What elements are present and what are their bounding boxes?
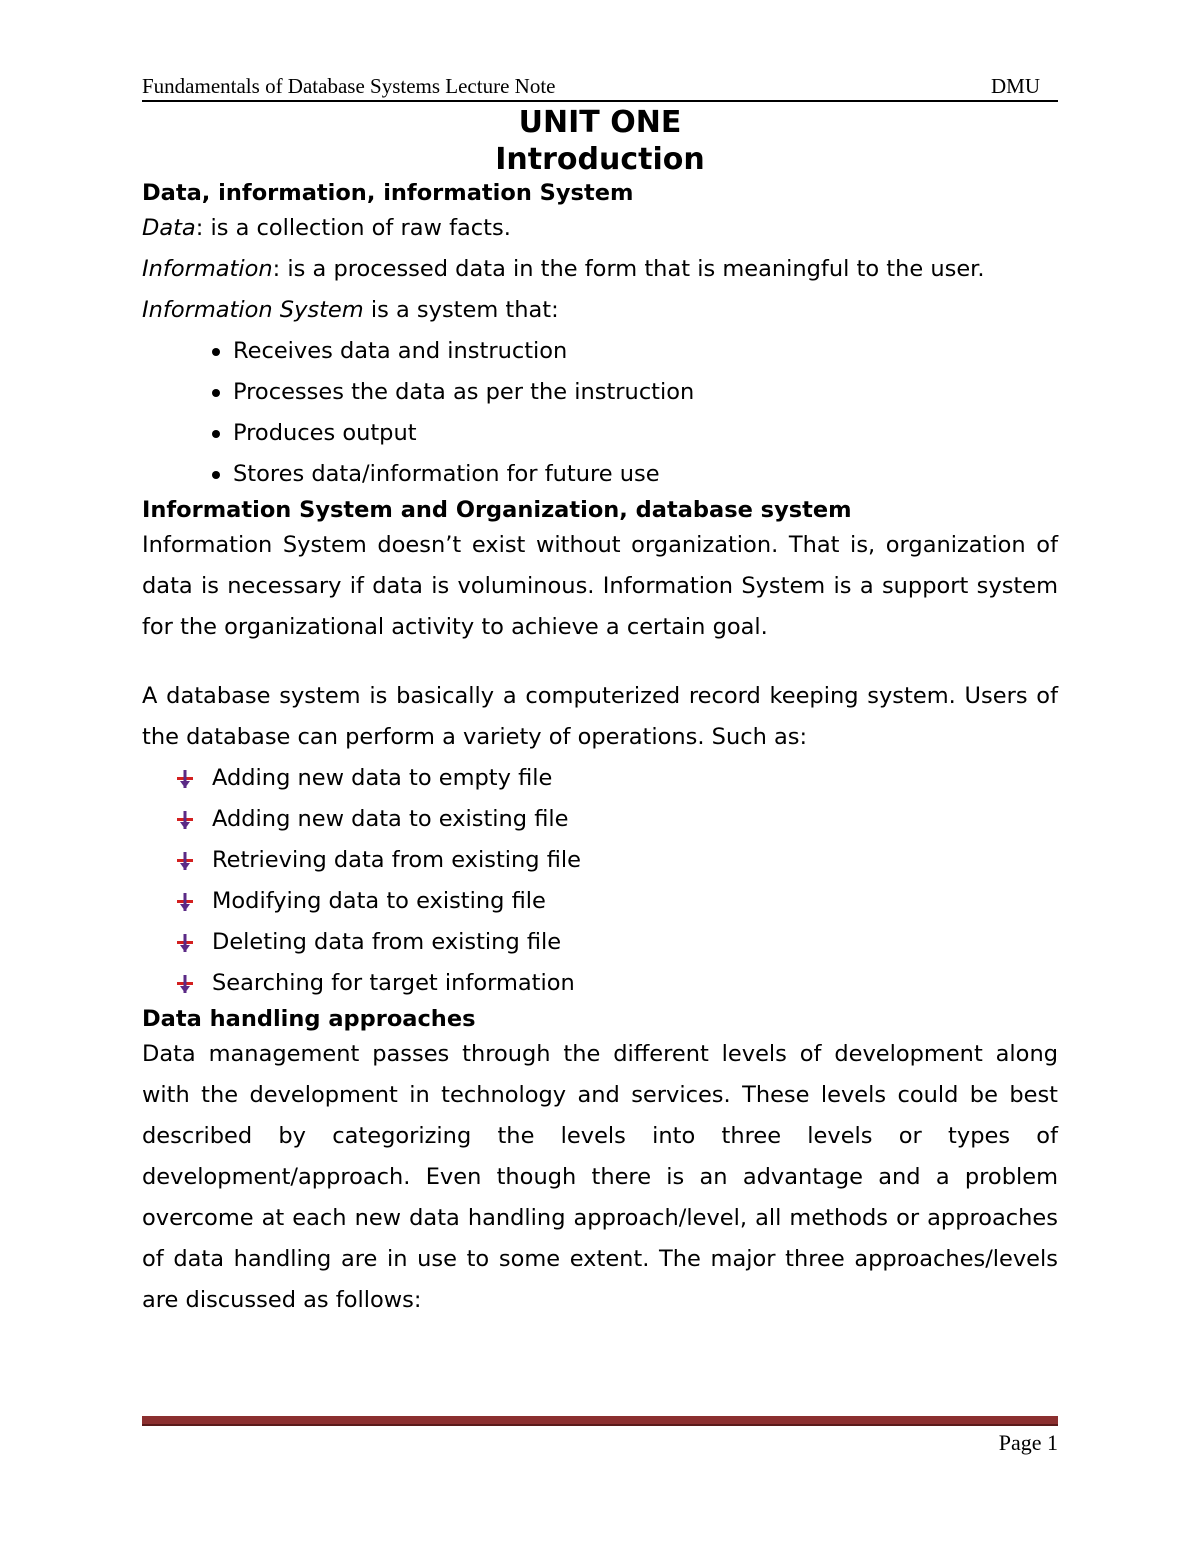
- list-item-text: Modifying data to existing file: [212, 888, 546, 914]
- arrow-down-bullet-icon: [176, 933, 194, 953]
- list-item: [142, 454, 1058, 495]
- list-item-text: Retrieving data from existing file: [212, 847, 582, 873]
- arrow-down-bullet-icon: [176, 851, 194, 871]
- term-information-system: Information System: [142, 297, 364, 323]
- page-number: Page 1: [998, 1430, 1058, 1455]
- definition-information-system: [142, 290, 1058, 331]
- list-item: [142, 922, 1058, 963]
- paragraph-gap: [142, 648, 1058, 676]
- list-item: [142, 758, 1058, 799]
- footer-rule: [142, 1416, 1058, 1426]
- document-body: [142, 104, 1058, 1321]
- list-item: [142, 799, 1058, 840]
- term-information: Information: [142, 256, 273, 282]
- arrow-down-bullet-icon: [176, 974, 194, 994]
- section-heading-organization: Information System and Organization, database system: [142, 497, 852, 523]
- list-item-text: Adding new data to empty file: [212, 765, 553, 791]
- definition-data-text: : is a collection of raw facts.: [195, 215, 511, 241]
- definition-information-text: : is a processed data in the form that is meaningful to the user.: [272, 256, 985, 282]
- bullet-dot-icon: [212, 389, 220, 397]
- list-item: [142, 963, 1058, 1004]
- list-item-text: Processes the data as per the instruction: [233, 379, 695, 405]
- paragraph-organization: Information System doesn’t exist without organization. That is, organization of data is necessary if data is voluminous. Information System is a support system for the organizational activity to achieve a certain goal.: [142, 532, 1058, 640]
- arrow-down-bullet-icon: [176, 810, 194, 830]
- definition-information: [142, 249, 1058, 290]
- list-item: [142, 413, 1058, 454]
- bullet-dot-icon: [212, 471, 220, 479]
- list-item-text: Searching for target information: [212, 970, 575, 996]
- section-heading-data-handling: Data handling approaches: [142, 1006, 476, 1032]
- page-header: [142, 72, 1058, 102]
- bullet-dot-icon: [212, 348, 220, 356]
- information-system-functions-list: [142, 331, 1058, 495]
- list-item-text: Receives data and instruction: [233, 338, 568, 364]
- list-item: [142, 331, 1058, 372]
- paragraph-data-handling: Data management passes through the different levels of development along with the development in technology and services. These levels could be best described by categorizing the levels into three levels or types of development/approach. Even though there is an advantage and a problem overcome at each new data handling approach/level, all methods or approaches of data handling are in use to some extent. The major three approaches/levels are discussed as follows:: [142, 1041, 1058, 1313]
- definition-information-system-text: is a system that:: [363, 297, 559, 323]
- unit-subtitle: Introduction: [495, 142, 705, 177]
- list-item: [142, 840, 1058, 881]
- term-data: Data: [142, 215, 196, 241]
- arrow-down-bullet-icon: [176, 769, 194, 789]
- bullet-dot-icon: [212, 430, 220, 438]
- header-title: Fundamentals of Database Systems Lecture Note: [142, 74, 556, 98]
- list-item: [142, 881, 1058, 922]
- list-item-text: Stores data/information for future use: [233, 461, 660, 487]
- list-item: [142, 372, 1058, 413]
- database-operations-list: [142, 758, 1058, 1004]
- arrow-down-bullet-icon: [176, 892, 194, 912]
- list-item-text: Adding new data to existing file: [212, 806, 569, 832]
- header-org: DMU: [990, 74, 1040, 98]
- paragraph-database-system: A database system is basically a computerized record keeping system. Users of the database can perform a variety of operations. Such as:: [142, 683, 1058, 750]
- definition-data: [142, 208, 1058, 249]
- unit-title: UNIT ONE: [518, 105, 682, 140]
- list-item-text: Produces output: [233, 420, 417, 446]
- section-heading-data-information: Data, information, information System: [142, 180, 634, 206]
- header-rule: [142, 100, 1058, 102]
- list-item-text: Deleting data from existing file: [212, 929, 562, 955]
